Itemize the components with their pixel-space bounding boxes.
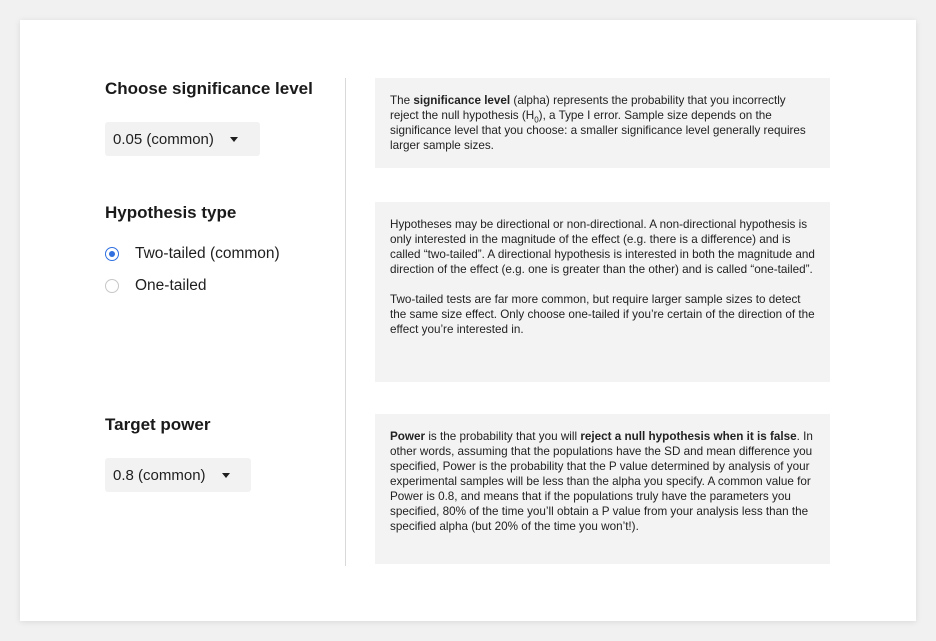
- hypothesis-info-paragraph: Hypotheses may be directional or non-directional. A non-directional hypothesis is only interested in the magnitude of the effect (e.g. there is a difference) and is called “two-tailed”. A directional hypothesis is interested in both the magnitude and direction of the effect (e.g. one is greater than the other) and is called “one-tailed”.: [390, 218, 815, 276]
- hypothesis-info-paragraph: Two-tailed tests are far more common, but require larger sample sizes to detect the same size effect. Only choose one-tailed if you’re certain of the direction of the effect you’re interested in.: [390, 293, 815, 336]
- power-select[interactable]: [105, 458, 251, 492]
- radio-label: Two-tailed (common): [135, 245, 280, 262]
- power-info: Power is the probability that you will reject a null hypothesis when it is false. In other words, assuming that the populations have the SD and mean difference you specified, Power is the probability that the P value determined by analysis of your experimental samples will be less than the alpha you specify. A common value for Power is 0.8, and means that if the populations truly have the parameters you specified, 80% of the time you’ll obtain a P value from your analysis less than the specified alpha (but 20% of the time you won’t!).: [375, 414, 830, 564]
- radio-two-tailed[interactable]: [105, 245, 280, 263]
- radio-selected-icon[interactable]: [105, 247, 119, 261]
- column-divider: [345, 78, 346, 566]
- radio-label: One-tailed: [135, 277, 207, 294]
- significance-select[interactable]: [105, 122, 260, 156]
- radio-unselected-icon[interactable]: [105, 279, 119, 293]
- settings-card: [20, 20, 916, 621]
- radio-one-tailed[interactable]: [105, 277, 207, 295]
- power-select-value: 0.8 (common): [113, 466, 206, 484]
- power-heading: Target power: [105, 415, 211, 434]
- hypothesis-heading: Hypothesis type: [105, 203, 237, 222]
- significance-select-value: 0.05 (common): [113, 130, 214, 148]
- significance-info: The significance level (alpha) represents the probability that you incorrectly reject the null hypothesis $(H_0)$, a Type I error. Sample size depends on the significance level that you choose: a smaller significance level generally requires larger sample sizes.: [375, 78, 830, 168]
- chevron-down-icon: [230, 137, 238, 142]
- significance-heading: Choose significance level: [105, 79, 313, 98]
- hypothesis-info: [375, 202, 830, 382]
- chevron-down-icon: [222, 473, 230, 478]
